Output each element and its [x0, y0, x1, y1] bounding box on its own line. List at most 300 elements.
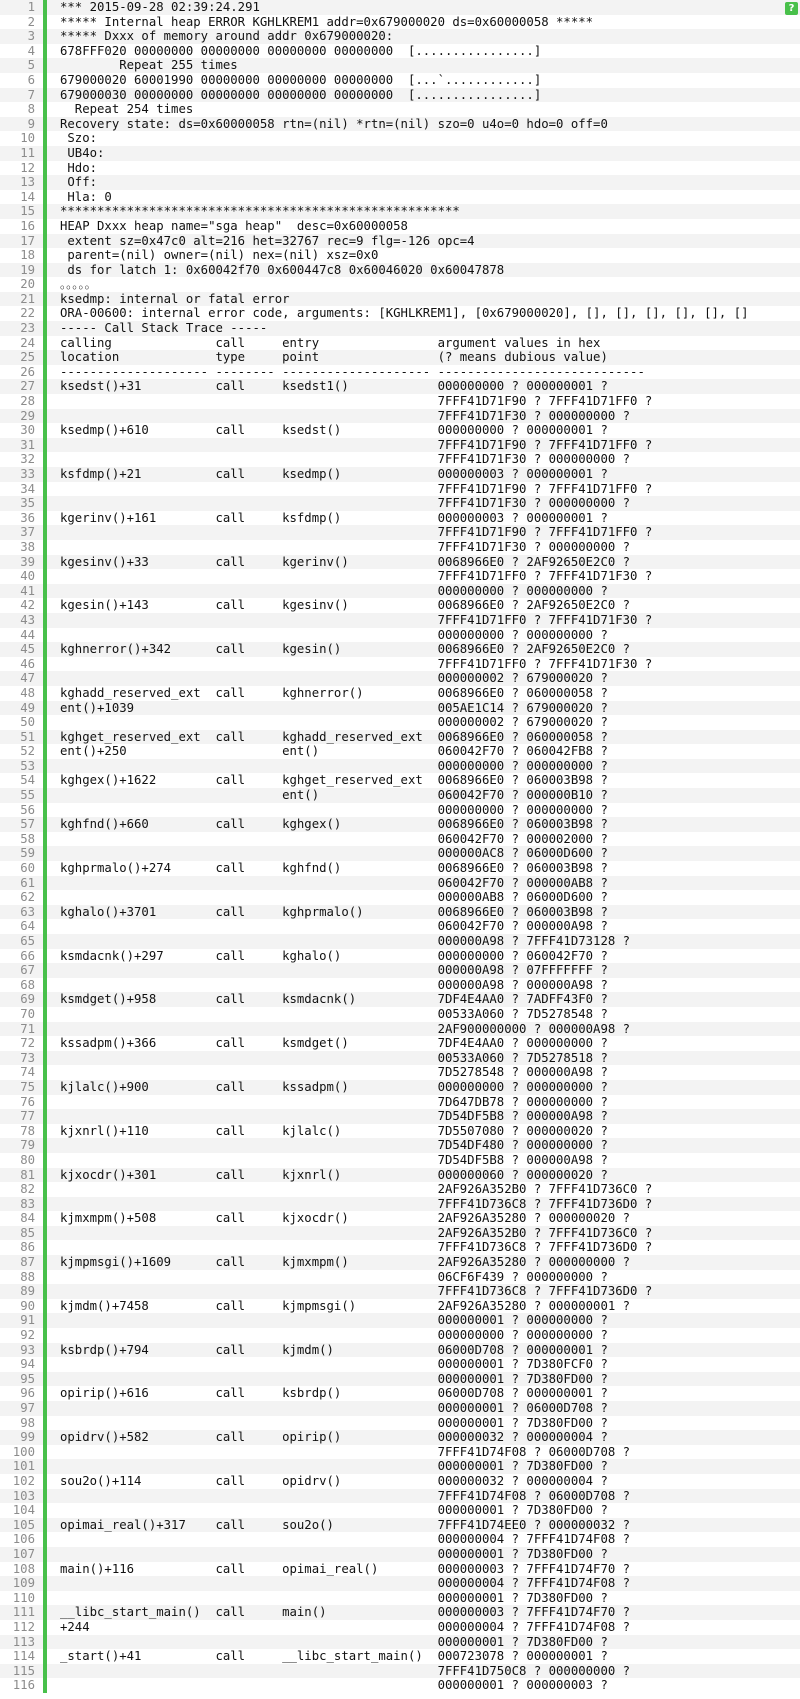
- gutter-marker: [43, 1153, 47, 1168]
- code-line: [0, 423, 800, 438]
- code-line: [0, 306, 800, 321]
- gutter-marker: [43, 306, 47, 321]
- line-text: 000000001 ? 7D380FD00 ?: [60, 1546, 608, 1561]
- gutter-marker: [43, 350, 47, 365]
- line-number: 92: [20, 1328, 35, 1343]
- code-line: [0, 832, 800, 847]
- code-line: [0, 511, 800, 526]
- line-number: 109: [12, 1576, 35, 1591]
- line-number: 103: [12, 1488, 35, 1503]
- gutter-marker: [43, 1649, 47, 1664]
- gutter-marker: [43, 525, 47, 540]
- line-number: 51: [20, 729, 35, 744]
- line-text: 000000000 ? 000000000 ?: [60, 802, 608, 817]
- gutter-marker: [43, 482, 47, 497]
- code-line: [0, 1124, 800, 1139]
- code-line: [0, 846, 800, 861]
- code-line: [0, 204, 800, 219]
- line-number: 14: [20, 189, 35, 204]
- line-text: Recovery state: ds=0x60000058 rtn=(nil) *rtn=(nil) szo=0 u4o=0 hdo=0 off=0: [60, 116, 608, 131]
- code-line: [0, 467, 800, 482]
- code-line: [0, 1372, 800, 1387]
- line-text: Hla: 0: [60, 189, 112, 204]
- code-line: [0, 452, 800, 467]
- line-text: 060042F70 ? 000000AB8 ?: [60, 875, 608, 890]
- line-number: 111: [12, 1605, 35, 1620]
- line-number: 101: [12, 1459, 35, 1474]
- line-number: 28: [20, 394, 35, 409]
- code-line: [0, 992, 800, 1007]
- gutter-marker: [43, 29, 47, 44]
- gutter-marker: [43, 1459, 47, 1474]
- gutter-marker: [43, 1022, 47, 1037]
- line-number: 115: [12, 1663, 35, 1678]
- code-line: [0, 861, 800, 876]
- line-text: extent sz=0x47c0 alt=216 het=32767 rec=9 flg=-126 opc=4: [60, 233, 475, 248]
- line-text: 000000001 ? 7D380FD00 ?: [60, 1590, 608, 1605]
- gutter-marker: [43, 1386, 47, 1401]
- line-number: 11: [20, 145, 35, 160]
- line-number: 21: [20, 291, 35, 306]
- line-number: 81: [20, 1167, 35, 1182]
- line-text: 679000020 60001990 00000000 00000000 00000000 [...`............]: [60, 72, 542, 87]
- gutter-marker: [43, 657, 47, 672]
- line-text: 7FFF41D71F30 ? 000000000 ?: [60, 408, 631, 423]
- gutter-marker: [43, 204, 47, 219]
- code-line: [0, 1343, 800, 1358]
- gutter-marker: [43, 919, 47, 934]
- line-number: 104: [12, 1503, 35, 1518]
- code-line: [0, 1474, 800, 1489]
- gutter-marker: [43, 949, 47, 964]
- gutter-marker: [43, 1591, 47, 1606]
- line-number: 67: [20, 963, 35, 978]
- line-text: ent()+250 ent() 060042F70 ? 060042FB8 ?: [60, 744, 608, 759]
- code-line: [0, 1036, 800, 1051]
- code-line: [0, 1445, 800, 1460]
- line-number: 70: [20, 1006, 35, 1021]
- line-number: 10: [20, 131, 35, 146]
- line-text: 7FFF41D71FF0 ? 7FFF41D71F30 ?: [60, 569, 653, 584]
- code-line: [0, 657, 800, 672]
- line-text: 7D54DF480 ? 000000000 ?: [60, 1138, 608, 1153]
- gutter-marker: [43, 686, 47, 701]
- line-text: parent=(nil) owner=(nil) nex=(nil) xsz=0x0: [60, 248, 379, 263]
- gutter-marker: [43, 88, 47, 103]
- line-number: 40: [20, 569, 35, 584]
- line-number: 35: [20, 496, 35, 511]
- gutter-marker: [43, 876, 47, 891]
- line-number: 72: [20, 1036, 35, 1051]
- line-text: Repeat 254 times: [60, 102, 194, 117]
- code-line: [0, 1605, 800, 1620]
- gutter-marker: [43, 321, 47, 336]
- gutter-marker: [43, 467, 47, 482]
- code-line: [0, 146, 800, 161]
- gutter-marker: [43, 1095, 47, 1110]
- line-text: ent() 060042F70 ? 000000B10 ?: [60, 788, 608, 803]
- line-number: 63: [20, 904, 35, 919]
- line-text: 7FFF41D736C8 ? 7FFF41D736D0 ?: [60, 1240, 653, 1255]
- line-number: 97: [20, 1401, 35, 1415]
- line-text: 000000001 ? 000000003 ?: [60, 1678, 608, 1693]
- gutter-marker: [43, 234, 47, 249]
- gutter-marker: [43, 1518, 47, 1533]
- gutter-marker: [43, 1503, 47, 1518]
- line-number: 112: [12, 1619, 35, 1634]
- line-number: 13: [20, 175, 35, 190]
- code-line: [0, 978, 800, 993]
- line-number: 57: [20, 817, 35, 832]
- code-line: [0, 613, 800, 628]
- code-line: [0, 88, 800, 103]
- line-text: 000000AB8 ? 06000D600 ?: [60, 890, 608, 905]
- line-text: kghalo()+3701 call kghprmalo() 0068966E0 ? 060003B98 ?: [60, 904, 608, 919]
- gutter-marker: [43, 773, 47, 788]
- gutter-marker: [43, 1635, 47, 1650]
- line-text: kjmdm()+7458 call kjmpmsgi() 2AF926A35280 ? 000000001 ?: [60, 1298, 631, 1313]
- line-text: 2AF926A352B0 ? 7FFF41D736C0 ?: [60, 1225, 653, 1240]
- line-number: 77: [20, 1109, 35, 1124]
- line-text: kghprmalo()+274 call kghfnd() 0068966E0 ? 060003B98 ?: [60, 861, 608, 876]
- code-line: [0, 350, 800, 365]
- code-line: [0, 1416, 800, 1431]
- gutter-marker: [43, 117, 47, 132]
- line-number: 116: [12, 1678, 35, 1693]
- line-text: 000000002 ? 679000020 ?: [60, 671, 608, 686]
- gutter-marker: [43, 1255, 47, 1270]
- line-text: 7D54DF5B8 ? 000000A98 ?: [60, 1152, 608, 1167]
- line-text: ksedst()+31 call ksedst1() 000000000 ? 000000001 ?: [60, 379, 608, 394]
- line-text: opidrv()+582 call opirip() 000000032 ? 000000004 ?: [60, 1430, 608, 1445]
- gutter-marker: [43, 1562, 47, 1577]
- line-number: 38: [20, 539, 35, 554]
- gutter-marker: [43, 1416, 47, 1431]
- code-line: [0, 175, 800, 190]
- line-number: 53: [20, 758, 35, 773]
- gutter-marker: [43, 438, 47, 453]
- gutter-marker: [43, 1197, 47, 1212]
- code-line: [0, 1591, 800, 1606]
- gutter-marker: [43, 496, 47, 511]
- code-line: [0, 759, 800, 774]
- gutter-marker: [43, 730, 47, 745]
- gutter-marker: [43, 1605, 47, 1620]
- line-number: 46: [20, 656, 35, 671]
- code-line: [0, 1664, 800, 1679]
- code-line: [0, 1357, 800, 1372]
- line-text: sou2o()+114 call opidrv() 000000032 ? 000000004 ?: [60, 1473, 608, 1488]
- gutter-marker: [43, 992, 47, 1007]
- gutter-marker: [43, 1007, 47, 1022]
- line-text: kjlalc()+900 call kssadpm() 000000000 ? 000000000 ?: [60, 1079, 608, 1094]
- gutter-marker: [43, 58, 47, 73]
- line-number: 93: [20, 1342, 35, 1357]
- gutter-marker: [43, 555, 47, 570]
- line-number: 114: [12, 1649, 35, 1664]
- line-number: 69: [20, 992, 35, 1007]
- line-number: 56: [20, 802, 35, 817]
- code-line: [0, 1299, 800, 1314]
- line-number: 64: [20, 919, 35, 934]
- line-text: 000000001 ? 7D380FD00 ?: [60, 1503, 608, 1518]
- line-number: 43: [20, 612, 35, 627]
- code-line: [0, 1211, 800, 1226]
- line-text: kghgex()+1622 call kghget_reserved_ext 0068966E0 ? 060003B98 ?: [60, 773, 608, 788]
- gutter-marker: [43, 1445, 47, 1460]
- gutter-marker: [43, 671, 47, 686]
- gutter-marker: [43, 248, 47, 263]
- code-line: [0, 29, 800, 44]
- line-number: 1: [27, 0, 35, 14]
- gutter-marker: [43, 1051, 47, 1066]
- line-text: 000000001 ? 7D380FD00 ?: [60, 1459, 608, 1474]
- code-line: [0, 1168, 800, 1183]
- code-line: [0, 919, 800, 934]
- line-number: 34: [20, 481, 35, 496]
- line-text: 000000004 ? 7FFF41D74F08 ?: [60, 1532, 631, 1547]
- line-text: 060042F70 ? 000000A98 ?: [60, 919, 608, 934]
- code-line: [0, 1153, 800, 1168]
- gutter-marker: [43, 1168, 47, 1183]
- line-number: 94: [20, 1357, 35, 1372]
- line-text: 7FFF41D71FF0 ? 7FFF41D71F30 ?: [60, 612, 653, 627]
- gutter-marker: [43, 1211, 47, 1226]
- line-text: kghnerror()+342 call kgesin() 0068966E0 ? 2AF92650E2C0 ?: [60, 642, 631, 657]
- line-number: 47: [20, 671, 35, 686]
- code-line: [0, 1051, 800, 1066]
- code-line: [0, 555, 800, 570]
- gutter-marker: [43, 1080, 47, 1095]
- line-text: 000000001 ? 000000000 ?: [60, 1313, 608, 1328]
- gutter-marker: [43, 102, 47, 117]
- line-number: 83: [20, 1196, 35, 1211]
- line-number: 50: [20, 715, 35, 730]
- code-line: [0, 1226, 800, 1241]
- line-text: ***** Internal heap ERROR KGHLKREM1 addr=0x679000020 ds=0x60000058 *****: [60, 14, 594, 29]
- line-text: 000000001 ? 7D380FD00 ?: [60, 1415, 608, 1430]
- line-text: 679000030 00000000 00000000 00000000 00000000 [................]: [60, 87, 542, 102]
- line-text: __libc_start_main() call main() 000000003 ? 7FFF41D74F70 ?: [60, 1605, 631, 1620]
- code-line: [0, 584, 800, 599]
- line-number: 105: [12, 1517, 35, 1532]
- line-text: 7FFF41D74F08 ? 06000D708 ?: [60, 1444, 631, 1459]
- gutter-marker: [43, 1328, 47, 1343]
- line-number: 54: [20, 773, 35, 788]
- line-number: 26: [20, 364, 35, 379]
- line-text: ent()+1039 005AE1C14 ? 679000020 ?: [60, 700, 608, 715]
- line-number: 59: [20, 846, 35, 861]
- line-number: 6: [27, 72, 35, 87]
- gutter-marker: [43, 1270, 47, 1285]
- line-text: 000000A98 ? 000000A98 ?: [60, 977, 608, 992]
- line-number: 68: [20, 977, 35, 992]
- line-number: 86: [20, 1240, 35, 1255]
- code-line: [0, 234, 800, 249]
- line-text: ds for latch 1: 0x60042f70 0x600447c8 0x60046020 0x60047878: [60, 262, 505, 277]
- gutter-marker: [43, 190, 47, 205]
- gutter-marker: [43, 1678, 47, 1693]
- code-line: [0, 1270, 800, 1285]
- code-line: [0, 905, 800, 920]
- gutter-marker: [43, 1401, 47, 1416]
- line-text: ksmdget()+958 call ksmdacnk() 7DF4E4AA0 ? 7ADFF43F0 ?: [60, 992, 608, 1007]
- code-line: [0, 686, 800, 701]
- line-text: 7FFF41D71FF0 ? 7FFF41D71F30 ?: [60, 656, 653, 671]
- code-line: [0, 1503, 800, 1518]
- code-line: [0, 102, 800, 117]
- code-line: [0, 1562, 800, 1577]
- gutter-marker: [43, 1576, 47, 1591]
- line-number: 61: [20, 875, 35, 890]
- line-number: 19: [20, 262, 35, 277]
- code-line: [0, 1240, 800, 1255]
- code-line: [0, 1255, 800, 1270]
- line-text: 7FFF41D71F90 ? 7FFF41D71FF0 ?: [60, 481, 653, 496]
- line-text: 000000AC8 ? 06000D600 ?: [60, 846, 608, 861]
- code-line: [0, 1649, 800, 1664]
- line-text: ******************************************************: [60, 204, 460, 219]
- gutter-marker: [43, 161, 47, 176]
- code-line: [0, 1459, 800, 1474]
- gutter-marker: [43, 1313, 47, 1328]
- help-icon[interactable]: ?: [785, 2, 798, 15]
- gutter-marker: [43, 511, 47, 526]
- line-text: location type point (? means dubious value): [60, 350, 608, 365]
- line-number: 41: [20, 583, 35, 598]
- line-text: +244 000000004 ? 7FFF41D74F08 ?: [60, 1619, 631, 1634]
- code-line: [0, 540, 800, 555]
- line-text: 060042F70 ? 000002000 ?: [60, 831, 608, 846]
- line-text: 06CF6F439 ? 000000000 ?: [60, 1269, 608, 1284]
- line-text: 000000001 ? 7D380FD00 ?: [60, 1634, 608, 1649]
- line-number: 16: [20, 218, 35, 233]
- line-text: kgesin()+143 call kgesinv() 0068966E0 ? 2AF92650E2C0 ?: [60, 598, 631, 613]
- gutter-marker: [43, 263, 47, 278]
- line-number: 49: [20, 700, 35, 715]
- line-number: 74: [20, 1065, 35, 1080]
- line-text: 000000004 ? 7FFF41D74F08 ?: [60, 1576, 631, 1591]
- line-number: 85: [20, 1225, 35, 1240]
- code-line: [0, 394, 800, 409]
- gutter-marker: [43, 73, 47, 88]
- line-text: _start()+41 call __libc_start_main() 000723078 ? 000000001 ?: [60, 1649, 608, 1664]
- code-line: [0, 321, 800, 336]
- line-text: kssadpm()+366 call ksmdget() 7DF4E4AA0 ? 000000000 ?: [60, 1036, 608, 1051]
- line-text: kjxnrl()+110 call kjlalc() 7D5507080 ? 000000020 ?: [60, 1123, 608, 1138]
- gutter-marker: [43, 890, 47, 905]
- line-text: ksedmp()+610 call ksedst() 000000000 ? 000000001 ?: [60, 423, 608, 438]
- gutter-marker: [43, 44, 47, 59]
- code-line: [0, 336, 800, 351]
- code-line: [0, 744, 800, 759]
- line-text: ----- Call Stack Trace -----: [60, 321, 268, 336]
- gutter-marker: [43, 803, 47, 818]
- gutter-marker: [43, 1664, 47, 1679]
- code-line: [0, 117, 800, 132]
- code-line: [0, 1065, 800, 1080]
- code-line: [0, 131, 800, 146]
- line-number: 80: [20, 1152, 35, 1167]
- code-line: [0, 1401, 800, 1416]
- line-number: 42: [20, 598, 35, 613]
- gutter-marker: [43, 1299, 47, 1314]
- line-text: 7FFF41D736C8 ? 7FFF41D736D0 ?: [60, 1284, 653, 1299]
- line-text: main()+116 call opimai_real() 000000003 ? 7FFF41D74F70 ?: [60, 1561, 631, 1576]
- code-line: [0, 219, 800, 234]
- gutter-marker: [43, 1182, 47, 1197]
- line-number: 39: [20, 554, 35, 569]
- line-number: 76: [20, 1094, 35, 1109]
- line-number: 31: [20, 437, 35, 452]
- code-line: [0, 1313, 800, 1328]
- code-line: [0, 1547, 800, 1562]
- line-text: 000000002 ? 679000020 ?: [60, 715, 608, 730]
- code-line: [0, 1182, 800, 1197]
- line-text: 000000001 ? 06000D708 ?: [60, 1401, 608, 1415]
- line-number: 4: [27, 43, 35, 58]
- gutter-marker: [43, 409, 47, 424]
- line-number: 37: [20, 525, 35, 540]
- line-number: 2: [27, 14, 35, 29]
- code-line: [0, 1386, 800, 1401]
- gutter-marker: [43, 1036, 47, 1051]
- gutter-marker: [43, 1343, 47, 1358]
- line-number: 75: [20, 1079, 35, 1094]
- line-number: 20: [20, 277, 35, 292]
- line-number: 110: [12, 1590, 35, 1605]
- gutter-marker: [43, 978, 47, 993]
- line-number: 99: [20, 1430, 35, 1445]
- code-line: [0, 248, 800, 263]
- line-text: Repeat 255 times: [60, 58, 238, 73]
- code-line: [0, 277, 800, 292]
- line-number: 66: [20, 948, 35, 963]
- code-line: [0, 715, 800, 730]
- gutter-marker: [43, 715, 47, 730]
- line-text: 7FFF41D71F30 ? 000000000 ?: [60, 496, 631, 511]
- line-text: -------------------- -------- -------------------- ----------------------------: [60, 364, 645, 379]
- code-line: [0, 949, 800, 964]
- gutter-marker: [43, 642, 47, 657]
- code-line: [0, 379, 800, 394]
- line-text: kghadd_reserved_ext call kghnerror() 0068966E0 ? 060000058 ?: [60, 685, 608, 700]
- line-number: 17: [20, 233, 35, 248]
- line-text: kjxocdr()+301 call kjxnrl() 000000060 ? 000000020 ?: [60, 1167, 608, 1182]
- code-line: [0, 1635, 800, 1650]
- code-line: [0, 1109, 800, 1124]
- gutter-marker: [43, 1532, 47, 1547]
- code-line: [0, 482, 800, 497]
- line-text: Hdo:: [60, 160, 98, 175]
- gutter-marker: [43, 584, 47, 599]
- gutter-marker: [43, 613, 47, 628]
- code-line: [0, 628, 800, 643]
- code-line: [0, 525, 800, 540]
- line-number: 12: [20, 160, 35, 175]
- code-line: [0, 409, 800, 424]
- line-number: 60: [20, 861, 35, 876]
- line-text: 000000A98 ? 7FFF41D73128 ?: [60, 934, 631, 948]
- gutter-marker: [43, 175, 47, 190]
- code-line: [0, 671, 800, 686]
- gutter-marker: [43, 15, 47, 30]
- line-number: 27: [20, 379, 35, 394]
- line-text: 7FFF41D750C8 ? 000000000 ?: [60, 1663, 631, 1678]
- line-number: 100: [12, 1444, 35, 1459]
- line-number: 32: [20, 452, 35, 467]
- line-text: 7FFF41D71F30 ? 000000000 ?: [60, 452, 631, 467]
